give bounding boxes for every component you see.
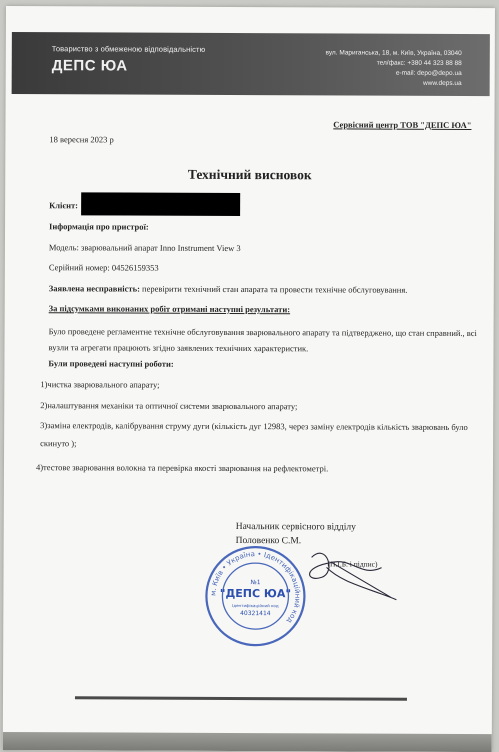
signer-title: Начальник сервісного відділу (235, 522, 356, 533)
declared-fault (49, 283, 408, 295)
service-center-title: Сервісний центр ТОВ "ДЕПС ЮА" (333, 119, 472, 131)
stamp-number: №1 (250, 579, 261, 587)
company-stamp (203, 544, 307, 648)
company-website: www.deps.ua (422, 79, 462, 87)
declared-fault-label: Заявлена несправність: (48, 283, 140, 294)
company-email: e-mail: depo@depo.ua (395, 69, 462, 77)
document-title: Технічний висновок (187, 166, 312, 183)
signature-caption: (П.І.Б. і підпис) (327, 559, 378, 569)
device-model: Модель: зварювальний апарат Inno Instrument View 3 (48, 242, 241, 254)
results-line-1: Було проведене регламентне технічне обслуговування зварювального апарату та підтверджено, що стан справний., всі (48, 326, 477, 339)
company-name: ДЕПС ЮА (51, 57, 128, 75)
document-date: 18 вересня 2023 р (49, 134, 114, 145)
stamp-code-label: Ідентифікаційний код (232, 602, 279, 609)
results-heading: За підсумками виконаних робіт отримані наступні результати: (48, 303, 291, 315)
work-item-4: 4)тестове зварювання волокна та перевірка якості зварювання на рефлектометрі. (35, 462, 329, 474)
work-item-2: 2)налаштування механіки та оптичної системи зварювального апарату; (40, 400, 298, 412)
letterhead (12, 32, 490, 96)
company-contacts (325, 48, 461, 89)
work-item-3: 3)заміна електродів, калібрування струму дуги (кількість дуг 12983, через заміну електродів кількість зварювань було (40, 420, 468, 433)
company-address: вул. Мариганська, 18, м. Київ, Україна, 03040 (325, 49, 462, 57)
document-page (3, 6, 495, 752)
signer-name: Половенко С.М. (235, 536, 302, 547)
stamp-ring-text: м. Київ • Україна • Ідентифікаційний код (209, 550, 302, 625)
bottom-divider (75, 696, 407, 700)
stamp-code: 40321414 (240, 610, 271, 618)
client-label: Клієнт: (49, 200, 79, 211)
declared-fault-text: перевірити технічний стан апарата та провести технічне обслуговування. (139, 283, 408, 295)
results-line-2: вузли та агрегати працюють згідно заявлених технічних характеристик. (48, 342, 309, 354)
device-info-heading: Інформація про пристрої: (49, 221, 149, 232)
works-heading: Були проведені наступні роботи: (48, 358, 174, 369)
client-redacted-block (81, 192, 240, 216)
device-serial: Серійний номер: 04526159353 (48, 262, 159, 273)
stamp-company-name: "ДЕПС ЮА" (219, 586, 292, 601)
company-legal-form: Товариство з обмеженою відповідальністю (51, 44, 206, 54)
page-bottom-shadow (3, 732, 492, 752)
work-item-1: 1)чистка зварювального апарату; (40, 379, 160, 390)
company-phone: тел/факс: +380 44 323 88 88 (376, 59, 462, 67)
work-item-3-cont: скинуто ); (40, 438, 77, 449)
